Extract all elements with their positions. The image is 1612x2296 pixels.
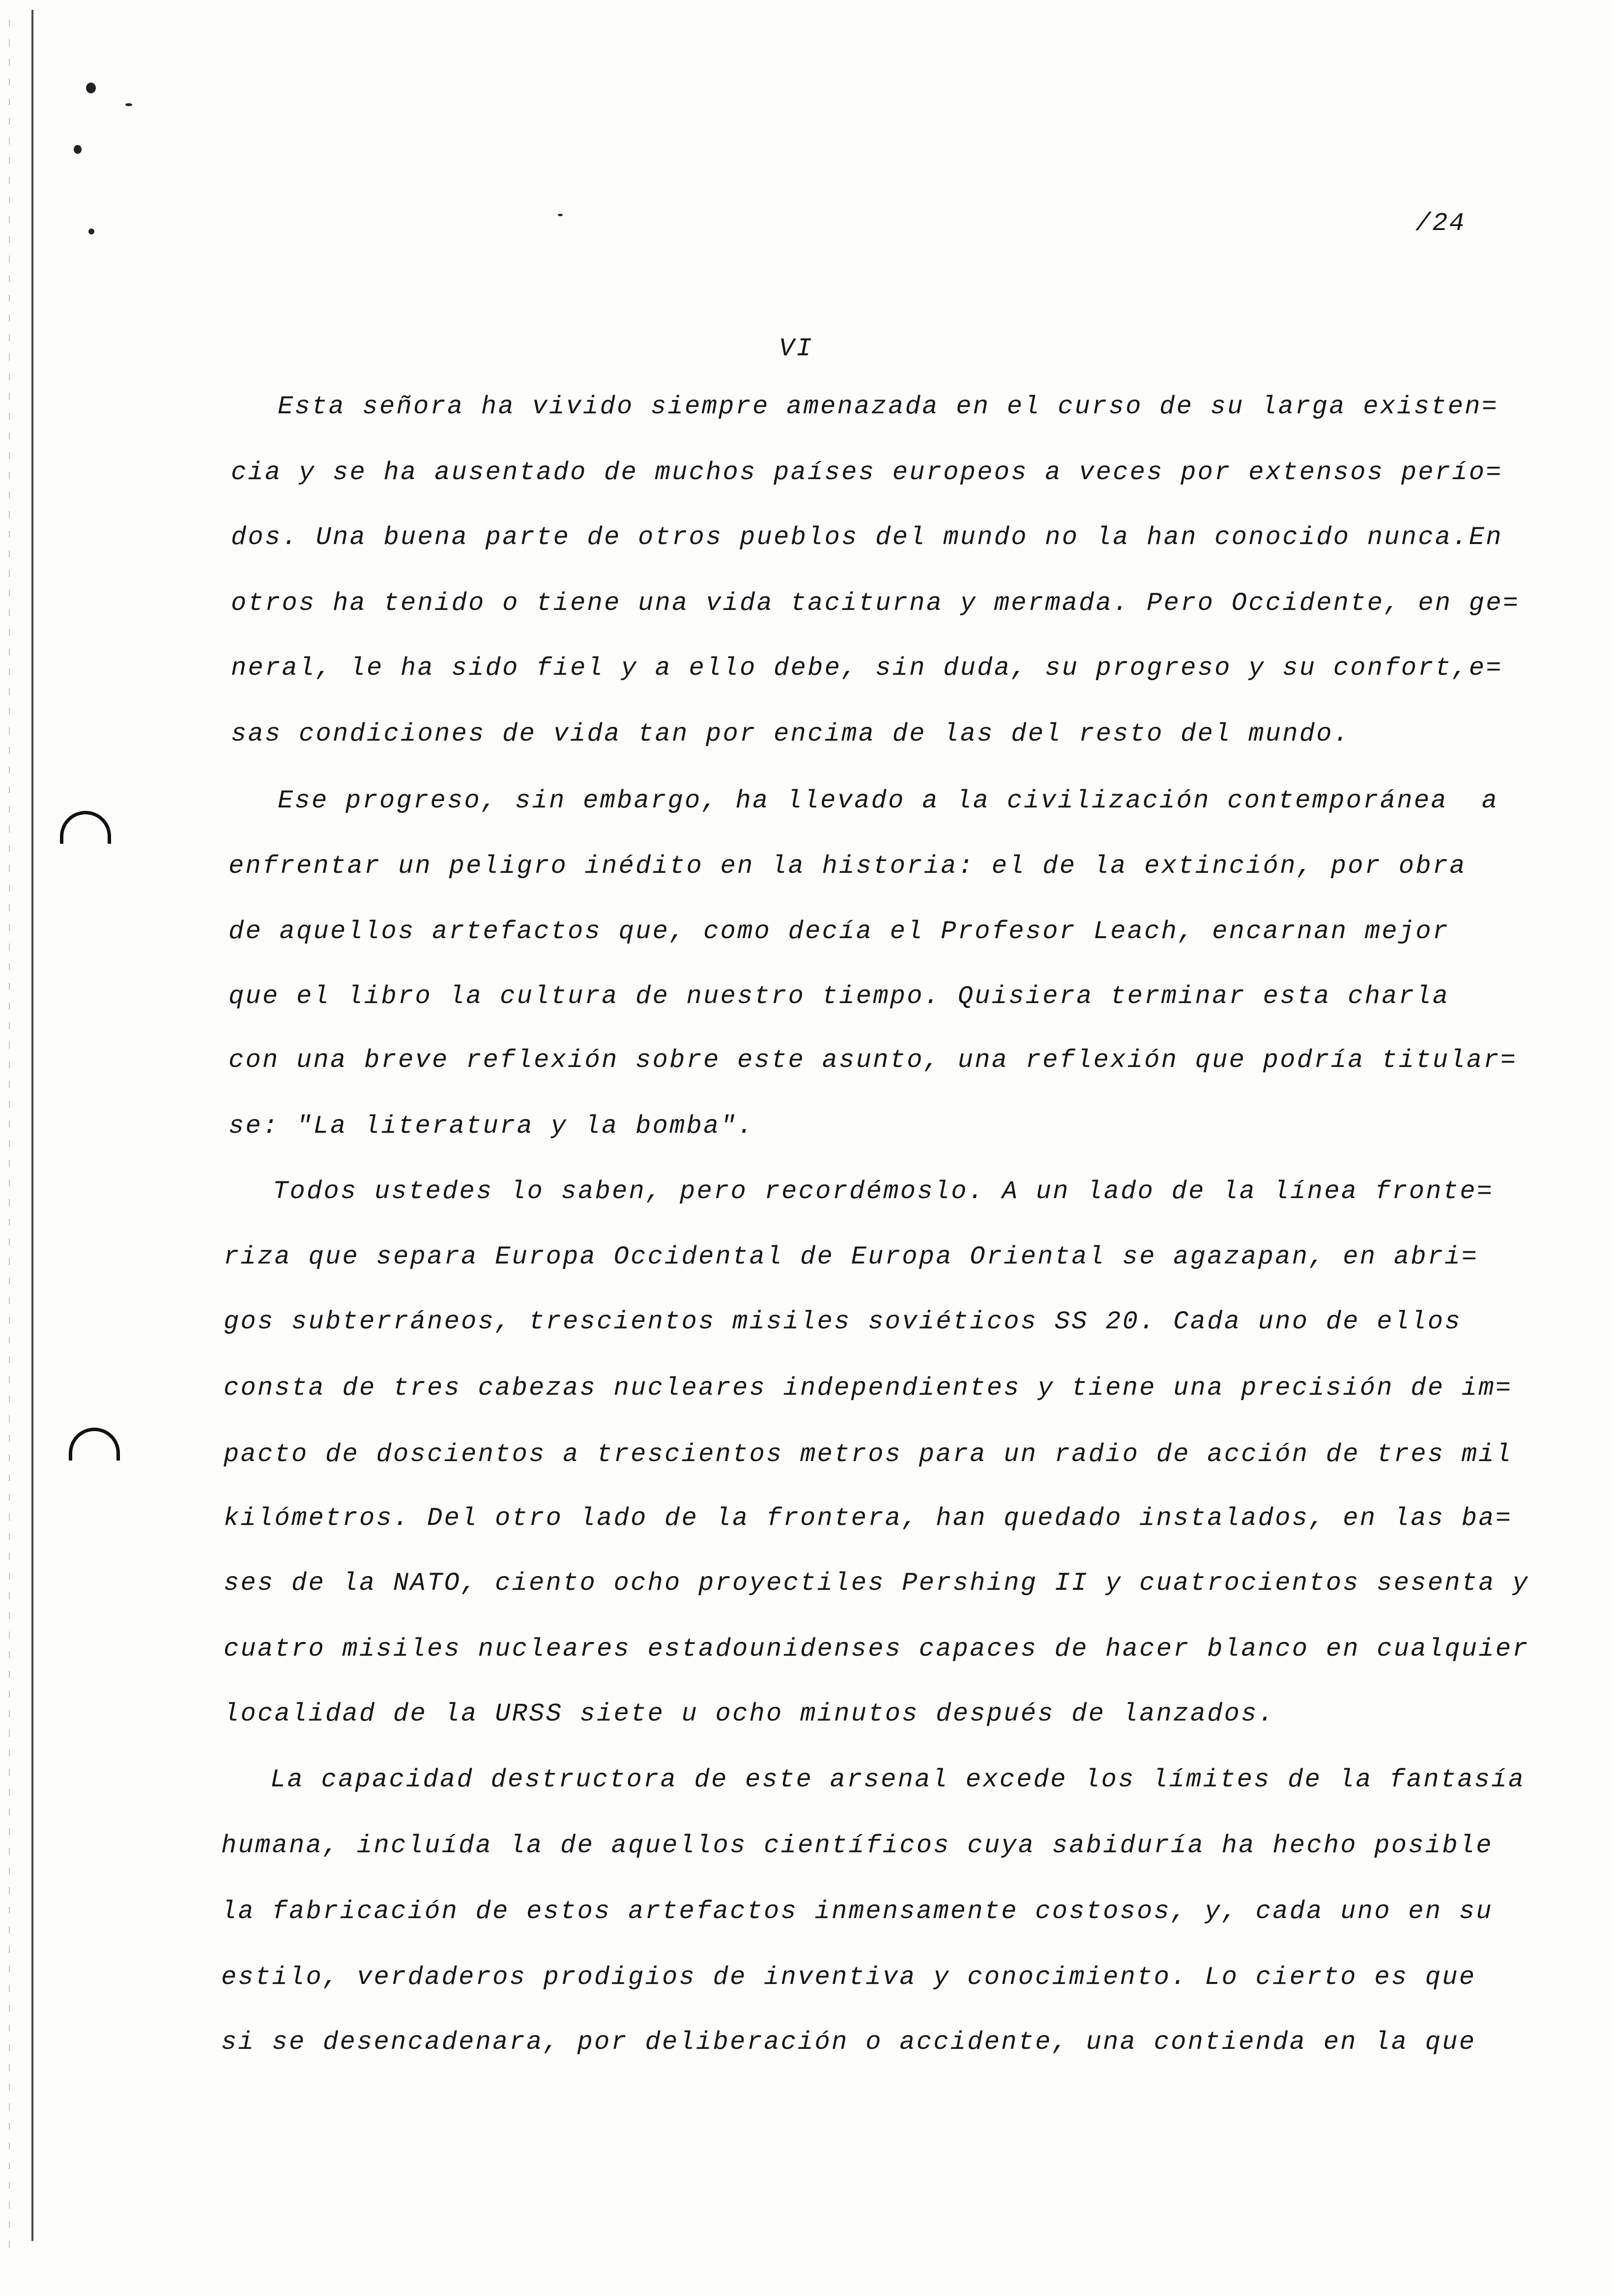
text-line: ses de la NATO, ciento ocho proyectiles Pershing II y cuatrocientos sesenta y bbox=[224, 1569, 1529, 1598]
punch-hole-top bbox=[60, 811, 111, 844]
text-line: enfrentar un peligro inédito en la historia: el de la extinción, por obra bbox=[229, 852, 1467, 881]
text-line: consta de tres cabezas nucleares independientes y tiene una precisión de im= bbox=[224, 1374, 1513, 1403]
text-line: cia y se ha ausentado de muchos países europeos a veces por extensos perío= bbox=[231, 458, 1503, 487]
page-number: /24 bbox=[1415, 209, 1466, 238]
text-line: kilómetros. Del otro lado de la frontera, han quedado instalados, en las ba= bbox=[224, 1504, 1513, 1533]
text-line: se: "La literatura y la bomba". bbox=[229, 1112, 754, 1141]
text-line: con una breve reflexión sobre este asunto, una reflexión que podría titular= bbox=[229, 1046, 1518, 1075]
text-line: estilo, verdaderos prodigios de inventiva y conocimiento. Lo cierto es que bbox=[221, 1963, 1476, 1992]
text-line: Todos ustedes lo saben, pero recordémoslo. A un lado de la línea fronte= bbox=[273, 1177, 1494, 1206]
text-line: pacto de doscientos a trescientos metros para un radio de acción de tres mil bbox=[224, 1440, 1513, 1469]
text-line: La capacidad destructora de este arsenal excede los límites de la fantasía bbox=[270, 1765, 1526, 1794]
text-line: sas condiciones de vida tan por encima de las del resto del mundo. bbox=[231, 719, 1351, 748]
text-line: riza que separa Europa Occidental de Europa Oriental se agazapan, en abri= bbox=[224, 1242, 1479, 1271]
ink-speck bbox=[125, 103, 132, 106]
text-line: si se desencadenara, por deliberación o accidente, una contienda en la que bbox=[221, 2028, 1476, 2057]
text-line: Esta señora ha vivido siempre amenazada en el curso de su larga existen= bbox=[278, 392, 1499, 421]
ink-speck bbox=[86, 83, 96, 93]
binding-perforation bbox=[9, 20, 10, 2261]
punch-hole-bottom bbox=[69, 1428, 120, 1461]
ink-speck bbox=[558, 214, 563, 216]
binding-edge-line bbox=[31, 10, 33, 2241]
text-line: que el libro la cultura de nuestro tiempo. Quisiera terminar esta charla bbox=[229, 982, 1450, 1011]
ink-speck bbox=[74, 145, 82, 154]
text-line: otros ha tenido o tiene una vida taciturna y mermada. Pero Occidente, en ge= bbox=[231, 589, 1520, 618]
text-line: la fabricación de estos artefactos inmensamente costosos, y, cada uno en su bbox=[221, 1897, 1493, 1926]
text-line: neral, le ha sido fiel y a ello debe, sin duda, su progreso y su confort,e= bbox=[231, 654, 1503, 683]
text-line: cuatro misiles nucleares estadounidenses capaces de hacer blanco en cualquier bbox=[224, 1635, 1529, 1664]
text-line: dos. Una buena parte de otros pueblos del mundo no la han conocido nunca.En bbox=[231, 523, 1503, 552]
ink-speck bbox=[88, 229, 94, 234]
section-heading: VI bbox=[779, 334, 814, 363]
text-line: humana, incluída la de aquellos científicos cuya sabiduría ha hecho posible bbox=[221, 1831, 1493, 1860]
text-line: gos subterráneos, trescientos misiles soviéticos SS 20. Cada uno de ellos bbox=[224, 1307, 1462, 1336]
text-line: de aquellos artefactos que, como decía el Profesor Leach, encarnan mejor bbox=[229, 917, 1450, 946]
text-line: Ese progreso, sin embargo, ha llevado a la civilización contemporánea a bbox=[278, 786, 1499, 815]
text-line: localidad de la URSS siete u ocho minutos después de lanzados. bbox=[224, 1699, 1275, 1728]
